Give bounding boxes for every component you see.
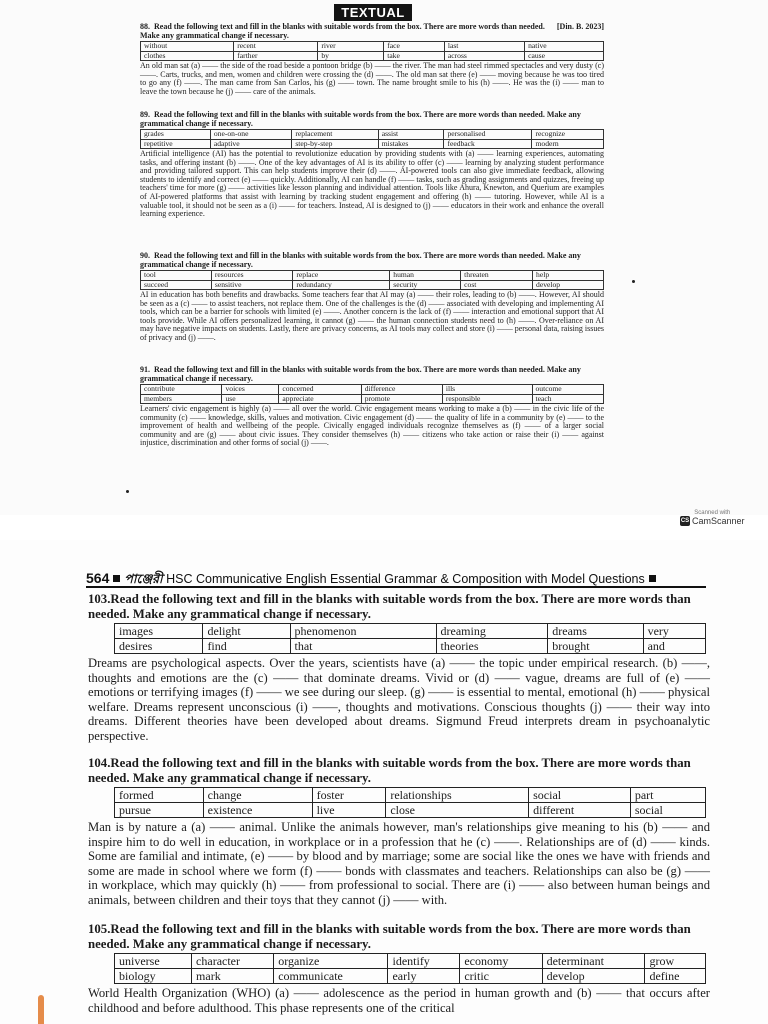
word-cell: delight [203,624,290,639]
question-reference: [Din. B. 2023] [556,22,604,31]
word-box [114,623,706,654]
word-cell: adaptive [210,139,291,148]
word-cell: foster [312,788,386,803]
word-box-row [115,954,706,969]
word-cell: very [643,624,705,639]
question-number: 103. [88,592,111,606]
word-cell: one-on-one [210,130,291,139]
word-cell: universe [115,954,192,969]
word-box-row [115,639,706,654]
word-cell: assist [378,130,444,139]
speck-mark [126,490,129,493]
word-box-row [115,803,706,818]
word-cell: existence [203,803,312,818]
question-number: 91. [140,365,150,374]
camscanner-watermark [680,510,745,526]
square-bullet-icon [649,575,656,582]
word-cell: help [533,271,604,280]
word-cell: repetitive [141,139,211,148]
word-cell: live [312,803,386,818]
header-rule [86,586,706,588]
page-header [86,570,660,591]
word-cell: formed [115,788,204,803]
word-box [114,787,706,818]
word-cell: dreams [548,624,643,639]
scanner-brand: CamScanner [692,516,745,526]
question-instruction: Read the following text and fill in the blanks with suitable words from the box. There are more words than needed. Make any grammatical change if necessary. [88,592,691,621]
question-104 [88,756,710,907]
word-cell: replace [293,271,390,280]
word-cell: without [141,42,234,51]
question-105 [88,922,710,1015]
passage-text: Artificial intelligence (AI) has the potential to revolutionize education by providing students with (a) —— learning experiences, automating tasks, and offering instant (b) ——. One of the key advantages of AI is its ability to offer (c) —— learning by analyzing student performance and providing tailored support. This can help students improve their (d) ——. AI-powered tools can also give immediate feedback, allowing students to identify and correct (e) —— quickly. Additionally, AI can handle (f) —— tasks, such as grading assignments and quizzes, freeing up teachers' time for more (g) —— activities like lesson planning and individual attention. Tools like Ahura, Knewton, and Querium are examples of AI-powered platforms that assist with learning by tracking student engagement and offering (h) —— tutoring. However, while AI is a valuable tool, it should not be seen as a (i) —— for teachers. Instead, AI is designed to (j) —— educators in their work and enhance the overall learning experience. [140,149,604,219]
question-number: 90. [140,251,150,260]
word-cell: phenomenon [290,624,436,639]
word-cell: images [115,624,203,639]
word-cell: social [630,803,705,818]
word-box [114,953,706,984]
word-box [140,41,604,61]
word-cell: security [390,280,461,289]
question-instruction: Read the following text and fill in the blanks with suitable words from the box. There are more words than needed. Make any grammatical change if necessary. [140,110,581,128]
question-instruction: Read the following text and fill in the blanks with suitable words from the box. There are more words than needed. Make any grammatical change if necessary. [140,22,545,40]
word-cell: grow [645,954,706,969]
publisher-logo: পাঞ্জেরী [124,572,163,586]
passage-text: Man is by nature a (a) —— animal. Unlike the animals however, man's relationships give meaning to his (b) —— and inspire him to do well in education, in workplace or in a profession that he (c) ——. Relationships are of (d) —— kinds. Some are familial and intimate, (e) —— by blood and by marriage; some are social like the ones we have with friends and some are made in school where we form (f) —— bonds with classmates and teachers. Relationships can also be (g) —— in workplace, which may quickly (h) —— from professional to social. There are (i) —— also between human beings and animals, between children and their toys that they cannot (j) —— with. [88,820,710,907]
passage-text: AI in education has both benefits and drawbacks. Some teachers fear that AI may (a) —— their roles, leading to (b) ——. However, AI should be seen as a (c) —— to assist teachers, not replace them. One of the challenges is the (d) —— associated with developing and implementing AI tools, which can be a barrier for schools with limited (e) ——. Another concern is the lack of (f) —— interaction and emotional support that AI tools provide. While AI offers personalized learning, it cannot (g) —— the human connection students need to (h) ——. Over-reliance on AI may have negative impacts on students. Lastly, there are privacy concerns, as AI tools may collect and store (i) —— personal data, raising issues of privacy and (j) ——. [140,290,605,342]
word-cell: part [630,788,705,803]
word-box [140,384,604,404]
word-cell: promote [361,394,442,403]
word-cell: economy [460,954,542,969]
word-cell: difference [361,385,442,394]
word-cell: mistakes [378,139,444,148]
word-cell: threaten [461,271,533,280]
word-cell: find [203,639,290,654]
word-box [140,129,604,149]
word-cell: and [643,639,705,654]
word-box-row [141,51,604,60]
word-cell: across [444,51,524,60]
question-90 [140,252,604,343]
word-box-row [141,42,604,51]
word-cell: recognize [532,130,604,139]
passage-text: An old man sat (a) —— the side of the road beside a pontoon bridge (b) —— the river. The man had steel rimmed spectacles and very dusty (c) ——. Carts, trucks, and men, women and children were crossing the (d) ——. The old man sat there (e) —— moving because he was too tired to go any (f) ——. The man came from San Carlos, his (g) —— town. The name brought smile to his (h) ——. He was the (i) —— man to leave the town because he (j) —— care of the animals. [140,61,604,96]
word-box-row [141,385,604,394]
passage-text: World Health Organization (WHO) (a) —— adolescence as the period in human growth and (b) —— that occurs after childhood and before adulthood. This phase represents one of the critical [88,986,710,1015]
word-cell: define [645,969,706,984]
word-box [140,270,604,290]
word-cell: cause [525,51,604,60]
word-box-row [141,280,604,289]
scanner-caption: Scanned with [694,510,731,516]
word-cell: redundancy [293,280,390,289]
word-cell: modern [532,139,604,148]
word-cell: last [444,42,524,51]
word-cell: use [222,394,279,403]
word-cell: identify [388,954,460,969]
word-cell: members [141,394,222,403]
word-cell: character [192,954,274,969]
word-cell: recent [234,42,318,51]
question-instruction: Read the following text and fill in the blanks with suitable words from the box. There are more words than needed. Make any grammatical change if necessary. [88,756,691,785]
word-cell: that [290,639,436,654]
word-cell: personalised [444,130,532,139]
word-box-row [141,130,604,139]
page-number: 564 [86,570,110,586]
word-cell: tool [141,271,212,280]
word-cell: grades [141,130,211,139]
word-box-row [141,394,604,403]
question-number: 89. [140,110,150,119]
word-cell: early [388,969,460,984]
word-cell: determinant [542,954,645,969]
word-cell: sensitive [211,280,293,289]
word-cell: native [525,42,604,51]
word-cell: organize [274,954,388,969]
question-88 [140,23,604,96]
word-cell: step-by-step [292,139,378,148]
word-cell: contribute [141,385,222,394]
word-box-row [115,624,706,639]
question-instruction: Read the following text and fill in the blanks with suitable words from the box. There are more words than needed. Make any grammatical change if necessary. [140,365,581,383]
square-bullet-icon [113,575,120,582]
word-cell: pursue [115,803,204,818]
word-cell: clothes [141,51,234,60]
word-cell: ills [442,385,532,394]
word-cell: develop [533,280,604,289]
question-instruction: Read the following text and fill in the blanks with suitable words from the box. There are more words than needed. Make any grammatical change if necessary. [140,251,581,269]
word-cell: cost [461,280,533,289]
word-cell: develop [542,969,645,984]
word-cell: desires [115,639,203,654]
word-cell: mark [192,969,274,984]
camscanner-logo-icon: CS [680,518,690,524]
word-box-row [115,969,706,984]
word-cell: take [384,51,445,60]
word-cell: brought [548,639,643,654]
word-box-row [115,788,706,803]
word-cell: by [318,51,384,60]
word-box-row [141,271,604,280]
question-91 [140,366,604,448]
question-instruction: Read the following text and fill in the blanks with suitable words from the box. There are more words than needed. Make any grammatical change if necessary. [88,922,691,951]
word-cell: teach [532,394,604,403]
page-edge-mark [38,995,44,1024]
word-cell: biology [115,969,192,984]
word-cell: change [203,788,312,803]
word-cell: responsible [442,394,532,403]
word-box-row [141,139,604,148]
word-cell: replacement [292,130,378,139]
word-cell: voices [222,385,279,394]
word-cell: feedback [444,139,532,148]
question-number: 105. [88,922,111,936]
word-cell: theories [436,639,548,654]
word-cell: relationships [386,788,529,803]
word-cell: close [386,803,529,818]
word-cell: social [529,788,631,803]
passage-text: Learners' civic engagement is highly (a) —— all over the world. Civic engagement means working to make a (b) —— in the civic life of the community (c) —— knowledge, skills, values and motivation. Civic engagement (d) —— the quality of life in a community by (e) —— to the improvement of health and wellbeing of the people. Civically engaged individuals recognize themselves as (f) —— of a larger social community and are (g) —— about civic issues. They consider themselves (h) —— citizens who take action or raise their (i) —— against injustice, discrimination and other forms of social (j) ——. [140,404,604,448]
word-cell: different [529,803,631,818]
question-number: 104. [88,756,111,770]
question-89 [140,111,604,219]
bottom-page [0,540,768,1024]
word-cell: concerned [279,385,361,394]
section-badge: TEXTUAL [334,4,412,21]
question-number: 88. [140,22,150,31]
speck-mark [632,280,635,283]
word-cell: human [390,271,461,280]
word-cell: resources [211,271,293,280]
word-cell: face [384,42,445,51]
word-cell: dreaming [436,624,548,639]
word-cell: communicate [274,969,388,984]
word-cell: critic [460,969,542,984]
question-103 [88,592,710,743]
word-cell: appreciate [279,394,361,403]
book-title: HSC Communicative English Essential Grammar & Composition with Model Questions [166,572,645,586]
passage-text: Dreams are psychological aspects. Over the years, scientists have (a) —— the topic under empirical research. (b) ——, thoughts and emotions are the (c) —— that dominate dreams. Vivid or (d) —— vague, dreams are full of (e) —— emotions or terrifying images (f) —— we see during our sleep. (g) —— is essential to mental, emotional (h) —— physical welfare. Dreams represent unconscious (i) ——, thoughts and motivations. Conscious thoughts (j) —— their way into dreams. Different theories have been developed about dreams. Sigmund Freud interprets dream in psychoanalytic perspective. [88,656,710,743]
word-cell: farther [234,51,318,60]
word-cell: outcome [532,385,604,394]
word-cell: succeed [141,280,212,289]
word-cell: river [318,42,384,51]
